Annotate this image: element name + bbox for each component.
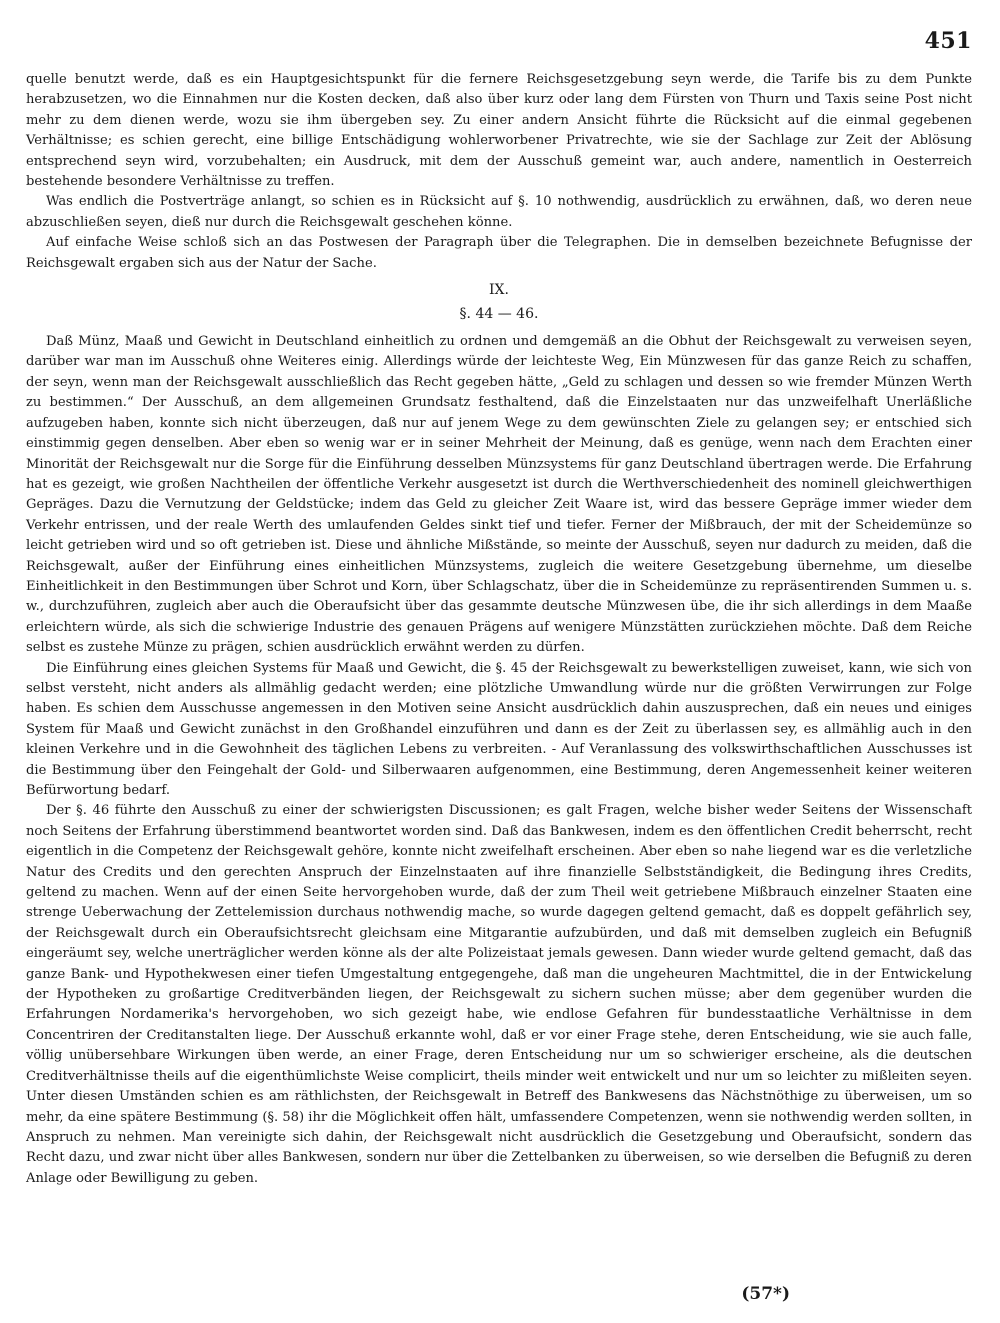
body-paragraph-2: Die Einführung eines gleichen Systems für Maaß und Gewicht, die §. 45 der Reichsgewalt zu bewerkstelligen zuweiset, kann, wie sich von selbst versteht, nicht anders als allmählig gedacht werden; eine plötzliche Umwandlung würde nur die größten Verwirrungen zur Folge haben. Es schien dem Ausschusse angemessen in den Motiven seine Ansicht ausdrücklich dahin auszusprechen, daß ein neues und einiges System für Maaß und Gewicht zunächst in den Großhandel einzuführen und dann es der Zeit zu überlassen sey, es allmählig auch in den kleinen Verkehre und in die Gewohnheit des täglichen Lebens zu verbreiten. - Auf Veranlassung des volkswirthschaftlichen Ausschusses ist die Bestimmung über den Feingehalt der Gold- und Silberwaaren aufgenommen, eine Bestimmung, deren Angemessenheit keiner weiteren Befürwortung bedarf. bbox=[26, 660, 972, 798]
intro-paragraph-3: Auf einfache Weise schloß sich an das Postwesen der Paragraph über die Telegraphen. Die in demselben bezeichnete Befugnisse der Reichsgewalt ergaben sich aus der Natur der Sache. bbox=[26, 235, 972, 271]
body-paragraph-1: Daß Münz, Maaß und Gewicht in Deutschland einheitlich zu ordnen und demgemäß an die Obhut der Reichsgewalt zu verweisen seyen, darüber war man im Ausschuß ohne Weiteres einig. Allerdings würde der leichteste Weg, Ein Münzwesen für das ganze Reich zu schaffen, der seyn, wenn man der Reichsgewalt ausschließlich das Recht gegeben hätte, „Geld zu schlagen und dessen so wie fremder Münzen Werth zu bestimmen.“ Der Ausschuß, an dem allgemeinen Grundsatz festhaltend, daß die Einzelstaaten nur das unzweifelhaft Unerläßliche aufzugeben haben, konnte sich nicht überzeugen, daß nur auf jenem Wege zu dem gewünschten Ziele zu gelangen sey; er entschied sich einstimmig gegen denselben. Aber eben so wenig war er in seiner Mehrheit der Meinung, daß es genüge, wenn nach dem Erachten einer Minorität der Reichsgewalt nur die Sorge für die Einführung desselben Münzsystems für ganz Deutschland übertragen werde. Die Erfahrung hat es gezeigt, wie großen Nachtheilen der öffentliche Verkehr ausgesetzt ist durch die Werthverschiedenheit des nominell gleichwerthigen Gepräges. Dazu die Vernutzung der Geldstücke; indem das Geld zu gleicher Zeit Waare ist, wird das bessere Gepräge immer wieder dem Verkehr entrissen, und der reale Werth des umlaufenden Geldes sinkt tief und tiefer. Ferner der Mißbrauch, der mit der Scheidemünze so leicht getrieben wird und so oft getrieben ist. Diese und ähnliche Mißstände, so meinte der Ausschuß, seyen nur dadurch zu meiden, daß die Reichsgewalt, außer der Einführung eines einheitlichen Münzsystems, zugleich die weitere Gesetzgebung übernehme, um dieselbe Einheitlichkeit in den Bestimmungen über Schrot und Korn, über Schlagschatz, über die in Scheidemünze zu repräsentirenden Summen u. s. w., durchzuführen, zugleich aber auch die Oberaufsicht über das gesammte deutsche Münzwesen übe, die ihr sich allerdings in dem Maaße erleichtern würde, als sich die schwierige Industrie des genauen Prägens auf wenigere Münzstätten zurückziehen möchte. Daß dem Reiche selbst es zustehe Münze zu prägen, schien ausdrücklich erwähnt werden zu dürfen. bbox=[26, 334, 972, 656]
intro-paragraph-1: quelle benutzt werde, daß es ein Hauptgesichtspunkt für die fernere Reichsgesetzgebung seyn werde, die Tarife bis zu dem Punkte herabzusetzen, wo die Einnahmen nur die Kosten decken, daß also über kurz oder lang dem Fürsten von Thurn und Taxis seine Post nicht mehr zu dem dienen werde, wozu sie ihm übergeben sey. Zu einer andern Ansicht führte die Rücksicht auf die einmal gegebenen Verhältnisse; es schien gerecht, eine billige Entschädigung wohlerworbener Privatrechte, wie sie der Sachlage zur Zeit der Ablösung entsprechend seyn wird, vorzubehalten; ein Ausdruck, mit dem der Ausschuß gemeint war, auch andere, namentlich in Oesterreich bestehende besondere Verhältnisse zu treffen. bbox=[26, 72, 972, 190]
section-paragraph-range: §. 44 — 46. bbox=[459, 306, 539, 323]
printer-signature: (57*) bbox=[741, 1284, 790, 1304]
body-text bbox=[26, 70, 972, 1189]
section-number: IX. bbox=[489, 282, 509, 299]
page-number: 451 bbox=[924, 28, 972, 54]
body-paragraph-3: Der §. 46 führte den Ausschuß zu einer der schwierigsten Discussionen; es galt Fragen, welche bisher weder Seitens der Wissenschaft noch Seitens der Erfahrung überstimmend beantwortet worden sind. Daß das Bankwesen, indem es den öffentlichen Credit beherrscht, recht eigentlich in die Competenz der Reichsgewalt gehöre, konnte nicht zweifelhaft erscheinen. Aber eben so nahe liegend war es die verletzliche Natur des Credits und den gerechten Anspruch der Einzelnstaaten auf ihre finanzielle Selbstständigkeit, die Bedingung ihres Credits, geltend zu machen. Wenn auf der einen Seite hervorgehoben wurde, daß der zum Theil weit getriebene Mißbrauch einzelner Staaten eine strenge Ueberwachung der Zettelemission durchaus nothwendig mache, so wurde dagegen geltend gemacht, daß es doppelt gefährlich sey, der Reichsgewalt durch ein Oberaufsichtsrecht gleichsam eine Mitgarantie aufzubürden, und daß mit demselben zugleich ein Befugniß eingeräumt sey, welche unerträglicher werden könne als der alte Polizeistaat jemals gewesen. Dann wieder wurde geltend gemacht, daß das ganze Bank- und Hypothekwesen einer tiefen Umgestaltung entgegengehe, daß man die ungeheuren Machtmittel, die in der Entwickelung der Hypotheken zu großartige Creditverbänden liegen, der Reichsgewalt zu sichern suchen müsse; aber dem gegenüber wurden die Erfahrungen Nordamerika's hervorgehoben, wo sich gezeigt habe, wie endlose Gefahren für bundesstaatliche Verhältnisse in dem Concentriren der Creditanstalten liege. Der Ausschuß erkannte wohl, daß er vor einer Frage stehe, deren Entscheidung, wie sie auch falle, völlig unübersehbare Wirkungen üben werde, an einer Frage, deren Entscheidung nur um so schwieriger erscheine, als die deutschen Creditverhältnisse theils auf die eigenthümlichste Weise complicirt, theils minder weit entwickelt und nur um so leichter zu mißleiten seyen. Unter diesen Umständen schien es am räthlichsten, der Reichsgewalt in Betreff des Bankwesens das Nächstnöthige zu überweisen, um so mehr, da eine spätere Bestimmung (§. 58) ihr die Möglichkeit offen hält, umfassendere Competenzen, wenn sie nothwendig werden sollten, in Anspruch zu nehmen. Man vereinigte sich dahin, der Reichsgewalt nicht ausdrücklich die Gesetzgebung und Oberaufsicht, sondern das Recht dazu, und zwar nicht über alles Bankwesen, sondern nur über die Zettelbanken zu überweisen, so wie derselben die Befugniß zu deren Anlage oder Bewilligung zu geben. bbox=[26, 803, 972, 1186]
document-page bbox=[26, 22, 976, 1312]
intro-paragraph-2: Was endlich die Postverträge anlangt, so schien es in Rücksicht auf §. 10 nothwendig, ausdrücklich zu erwähnen, daß, wo deren neue abzuschließen seyen, dieß nur durch die Reichsgewalt geschehen könne. bbox=[26, 194, 972, 230]
